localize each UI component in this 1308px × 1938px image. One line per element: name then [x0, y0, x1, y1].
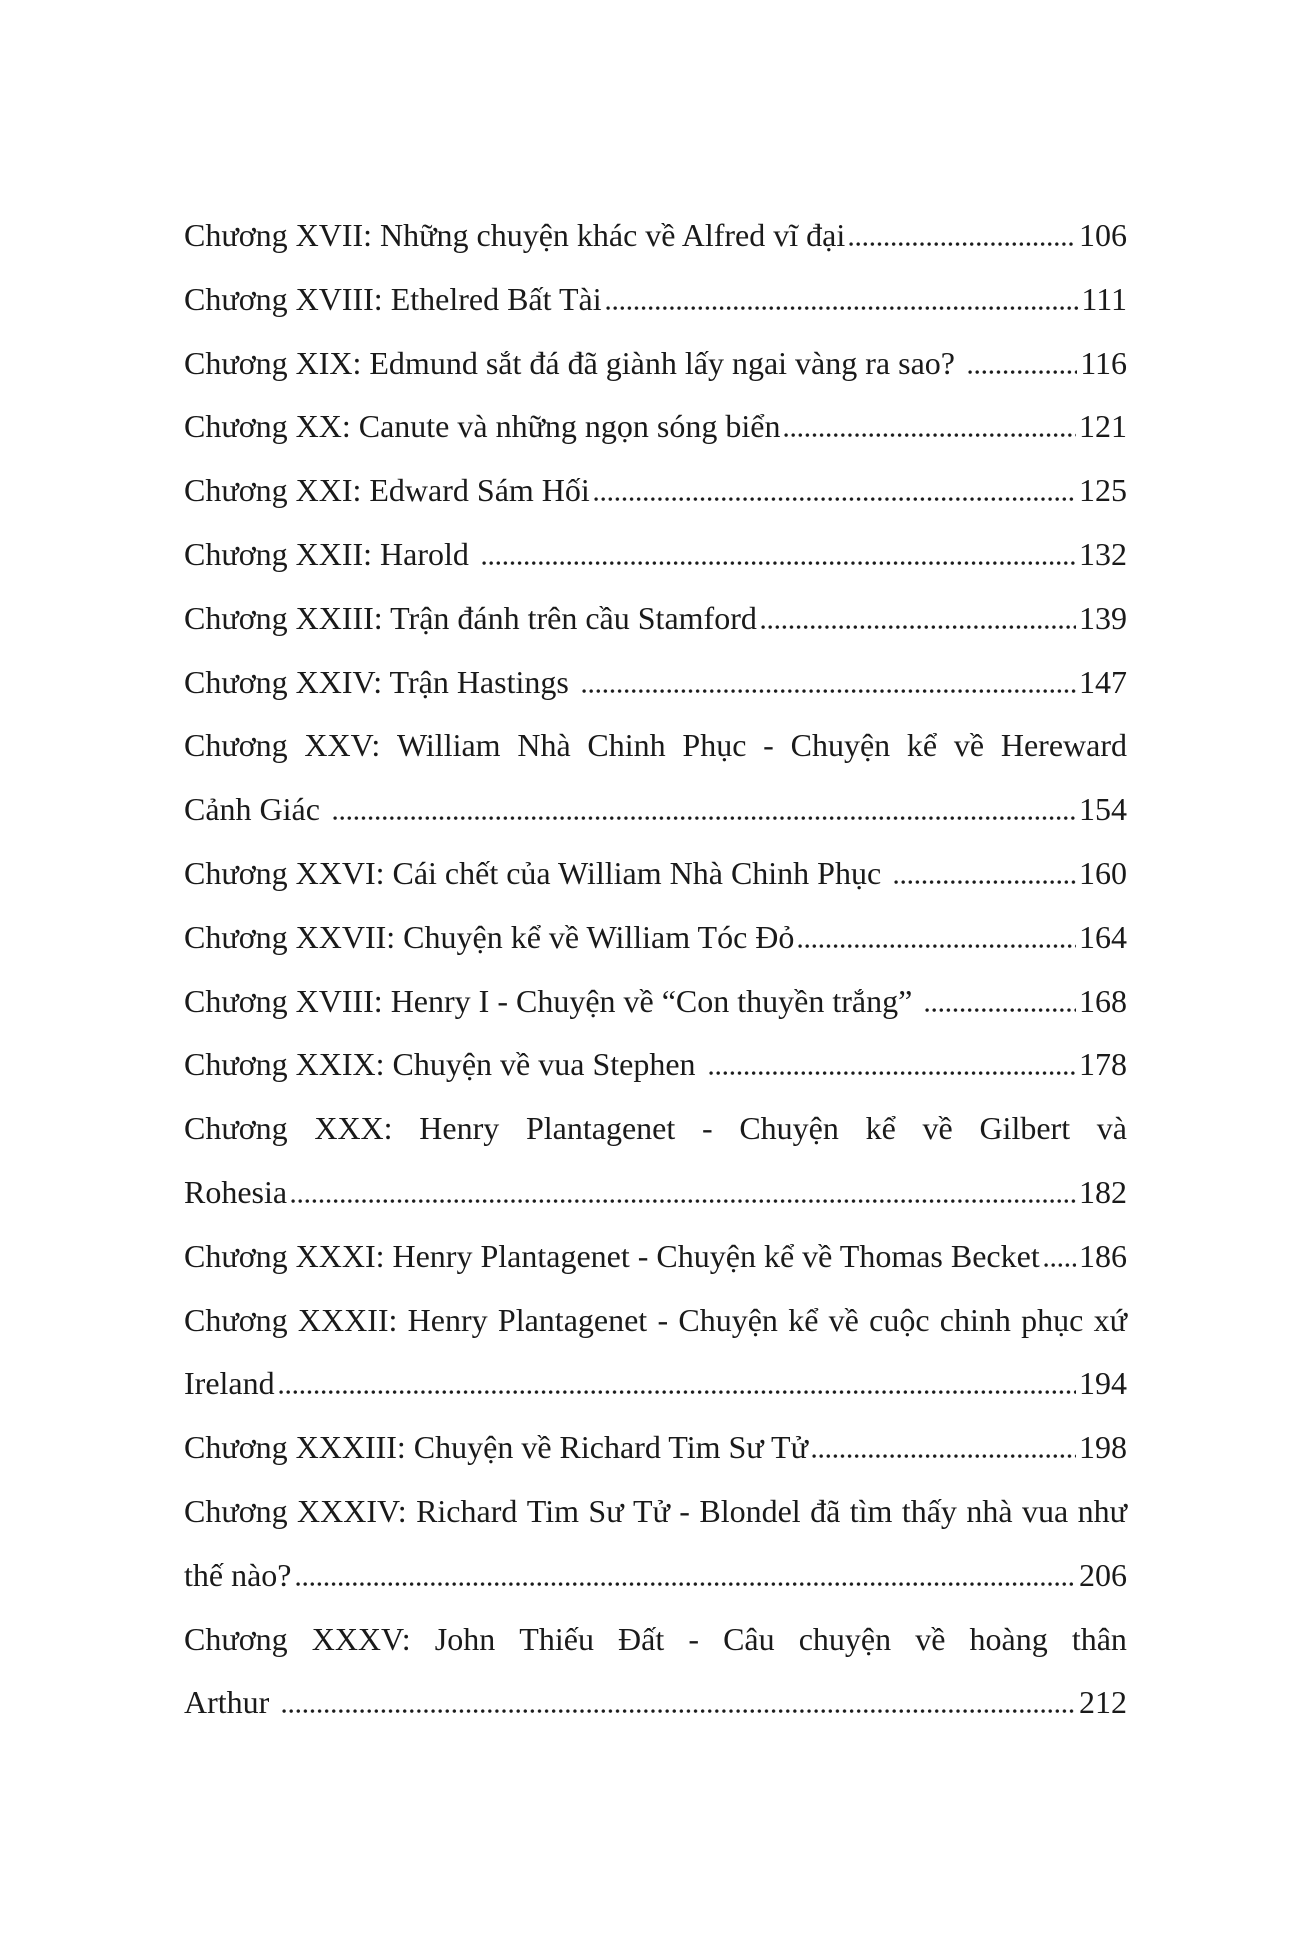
toc-entry-text: Ireland [184, 1365, 275, 1402]
toc-entry-text: Chương XVIII: Ethelred Bất Tài [184, 280, 602, 317]
toc-line [184, 1671, 1127, 1735]
toc-entry-word: XXX: [314, 1110, 393, 1147]
toc-entry-text: Rohesia [184, 1173, 288, 1210]
toc-line [184, 459, 1127, 523]
toc-line [184, 1161, 1127, 1225]
toc-entry-text: Chương XXVI: Cái chết của William Nhà Chinh Phục [184, 854, 882, 891]
toc-entry-word: Đất [618, 1620, 665, 1657]
toc-entry-word: kể [906, 727, 938, 764]
toc-entry-word: Chuyện [678, 1301, 778, 1338]
toc-entry-text: Cảnh Giác [184, 791, 320, 828]
toc-entry-word: Chương [184, 1620, 288, 1657]
dot-leader [1044, 1262, 1076, 1267]
dot-leader [291, 1198, 1076, 1203]
toc-entry-word: XXXV: [311, 1620, 411, 1657]
toc-entry-word: Chương [184, 727, 288, 764]
toc-entry-word: xứ [1093, 1301, 1127, 1338]
toc-line [184, 1608, 1127, 1672]
toc-entry-word: thân [1071, 1620, 1127, 1657]
toc-entry-word: - [657, 1301, 669, 1338]
toc-line [184, 1480, 1127, 1544]
toc-entry-word: Chương [184, 1492, 288, 1529]
toc-line [184, 842, 1127, 906]
toc-entry-word: kể [865, 1110, 896, 1147]
toc-entry-text: Chương XXIII: Trận đánh trên cầu Stamford [184, 599, 757, 636]
toc-entry-word: chinh [939, 1301, 1011, 1338]
toc-entry-word: về [915, 1620, 946, 1657]
dot-leader [761, 624, 1076, 629]
toc-page-number: 121 [1079, 408, 1127, 445]
toc-page-number: 206 [1079, 1556, 1127, 1593]
toc-entry-word: Phục [682, 727, 747, 764]
toc-entry-word: chuyện [798, 1620, 892, 1657]
toc-line [184, 906, 1127, 970]
toc-line [184, 523, 1127, 587]
toc-line [184, 1097, 1127, 1161]
dot-leader [333, 815, 1076, 820]
toc-entry-word: Plantagenet [525, 1110, 676, 1147]
toc-line [184, 651, 1127, 715]
toc-line [184, 1352, 1127, 1416]
toc-entry-word: nhà [966, 1492, 1013, 1529]
toc-entry-word: như [1077, 1492, 1127, 1529]
toc-entry-word: XXXIV: [297, 1492, 407, 1529]
toc-line [184, 587, 1127, 651]
toc-entry-text: Arthur [184, 1684, 270, 1721]
dot-leader [894, 879, 1076, 884]
toc-entry-text: Chương XIX: Edmund sắt đá đã giành lấy ngai vàng ra sao? [184, 344, 955, 381]
toc-entry-word: - [688, 1620, 699, 1657]
toc-entry-word: về [828, 1301, 859, 1338]
toc-page-number: 147 [1079, 663, 1127, 700]
toc-entry-word: Chương [184, 1301, 288, 1338]
toc-entry-word: và [1096, 1110, 1127, 1147]
toc-page-number: 139 [1079, 599, 1127, 636]
toc-line [184, 778, 1127, 842]
toc-line [184, 204, 1127, 268]
toc-entry-word: Chuyện [790, 727, 891, 764]
dot-leader [798, 943, 1076, 948]
dot-leader [925, 1007, 1076, 1012]
toc-entry-text: Chương XXXIII: Chuyện về Richard Tim Sư Tử [184, 1429, 808, 1466]
toc-entry-text: Chương XX: Canute và những ngọn sóng biển [184, 408, 781, 445]
toc-entry-word: - [701, 1110, 713, 1147]
toc-entry-word: Nhà [517, 727, 571, 764]
dot-leader [296, 1581, 1077, 1586]
toc-page-number: 186 [1079, 1237, 1127, 1274]
toc-page-number: 125 [1079, 472, 1127, 509]
toc-entry-word: Chương [184, 1110, 288, 1147]
toc-entry-word: về [953, 727, 985, 764]
toc-entry-word: Chinh [587, 727, 666, 764]
toc-entry-word: John [434, 1620, 496, 1657]
toc-entry-word: đã [810, 1492, 841, 1529]
toc-entry-word: Chuyện [739, 1110, 839, 1147]
toc-page-number: 116 [1080, 344, 1127, 381]
toc-entry-word: Thiếu [519, 1620, 594, 1657]
toc-page-number: 182 [1079, 1173, 1127, 1210]
toc-entry-text: Chương XVII: Những chuyện khác về Alfred vĩ đại [184, 217, 846, 253]
toc-entry-text: Chương XXII: Harold [184, 535, 469, 572]
toc-page-number: 212 [1079, 1684, 1127, 1721]
toc-page-number: 160 [1079, 854, 1127, 891]
toc-entry-word: Sư [588, 1492, 624, 1529]
toc-entry-word: tìm [849, 1492, 893, 1529]
toc-entry-word: Richard [416, 1492, 518, 1529]
toc-entry-text: Chương XXI: Edward Sám Hối [184, 472, 590, 509]
dot-leader [968, 369, 1077, 374]
toc-entry-text: thế nào? [184, 1556, 292, 1593]
toc-line [184, 395, 1127, 459]
dot-leader [709, 1070, 1076, 1075]
toc-entry-word: Tim [526, 1492, 579, 1529]
toc-page-number: 106 [1079, 217, 1127, 253]
toc-entry-word: - [679, 1492, 690, 1529]
toc-entry-word: Henry [419, 1110, 500, 1147]
dot-leader [849, 241, 1076, 246]
dot-leader [812, 1453, 1076, 1458]
dot-leader [282, 1708, 1076, 1713]
toc-entry-word: vua [1021, 1492, 1069, 1529]
toc-entry-word: Plantagenet [497, 1301, 648, 1338]
toc-line [184, 268, 1127, 332]
table-of-contents [184, 204, 1127, 1735]
toc-line [184, 1225, 1127, 1289]
toc-entry-word: Câu [723, 1620, 775, 1657]
toc-entry-word: thấy [901, 1492, 957, 1529]
toc-entry-word: Henry [407, 1301, 488, 1338]
toc-entry-word: XXXII: [297, 1301, 398, 1338]
toc-entry-word: về [922, 1110, 953, 1147]
toc-page-number: 178 [1079, 1046, 1127, 1083]
toc-entry-text: Chương XXXI: Henry Plantagenet - Chuyện kể về Thomas Becket [184, 1237, 1040, 1274]
toc-entry-word: Gilbert [979, 1110, 1071, 1147]
dot-leader [606, 305, 1079, 310]
toc-entry-word: XXV: [304, 727, 381, 764]
toc-entry-text: Chương XVIII: Henry I - Chuyện về “Con thuyền trắng” [184, 982, 913, 1019]
toc-line [184, 332, 1127, 396]
dot-leader [594, 496, 1076, 501]
toc-entry-text: Chương XXIV: Trận Hastings [184, 663, 569, 700]
toc-page-number: 168 [1079, 982, 1127, 1019]
toc-entry-word: Tử [632, 1492, 670, 1529]
dot-leader [482, 560, 1076, 565]
toc-line [184, 1416, 1127, 1480]
dot-leader [582, 688, 1076, 693]
toc-entry-word: Hereward [1000, 727, 1127, 764]
toc-page-number: 111 [1081, 280, 1127, 317]
toc-line [184, 1289, 1127, 1353]
toc-line [184, 1544, 1127, 1608]
toc-entry-word: - [763, 727, 774, 764]
toc-entry-word: phục [1021, 1301, 1084, 1338]
toc-page-number: 198 [1079, 1429, 1127, 1466]
toc-entry-word: kể [788, 1301, 819, 1338]
toc-page-number: 194 [1079, 1365, 1127, 1402]
toc-page-number: 132 [1079, 535, 1127, 572]
toc-line [184, 714, 1127, 778]
toc-entry-text: Chương XXIX: Chuyện về vua Stephen [184, 1046, 696, 1083]
dot-leader [279, 1389, 1076, 1394]
dot-leader [784, 432, 1076, 437]
toc-entry-word: cuộc [869, 1301, 930, 1338]
toc-line [184, 1033, 1127, 1097]
toc-entry-word: Blondel [699, 1492, 801, 1529]
toc-entry-word: hoàng [969, 1620, 1048, 1657]
toc-entry-word: William [396, 727, 501, 764]
toc-line [184, 970, 1127, 1034]
toc-page-number: 164 [1079, 918, 1127, 955]
toc-page-number: 154 [1079, 791, 1127, 828]
toc-entry-text: Chương XXVII: Chuyện kể về William Tóc Đỏ [184, 918, 795, 955]
